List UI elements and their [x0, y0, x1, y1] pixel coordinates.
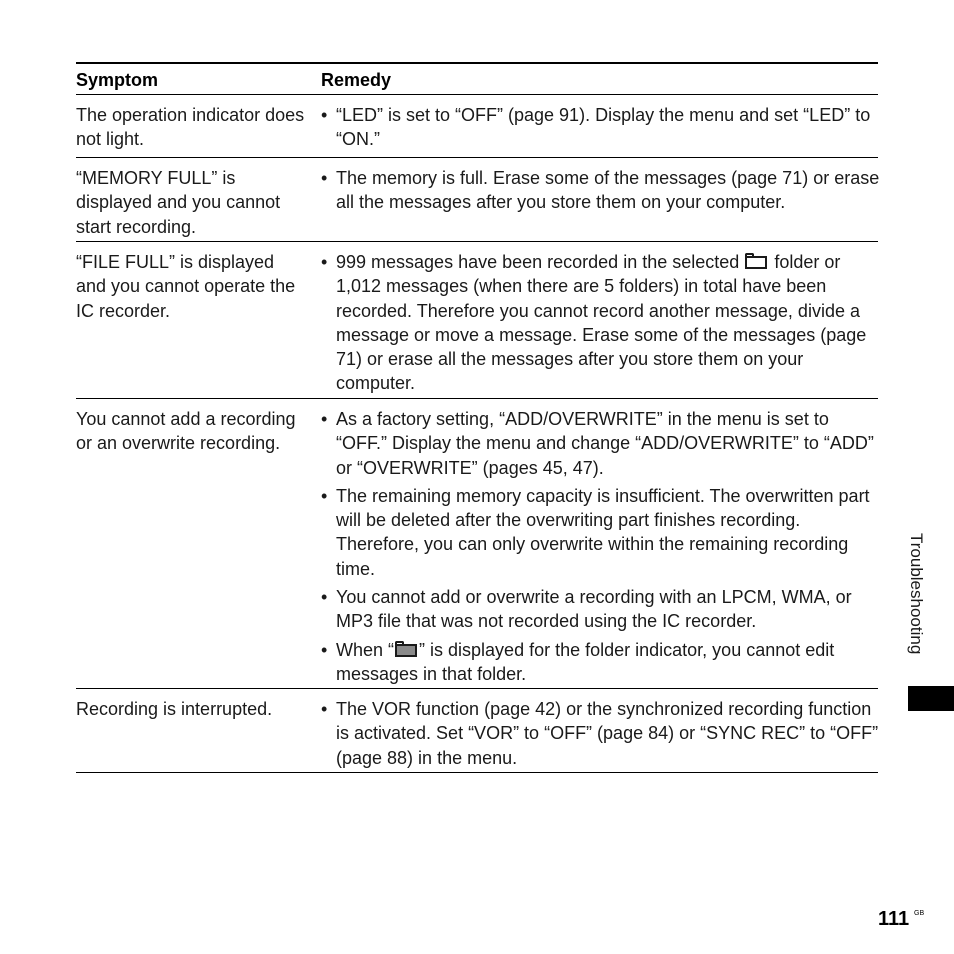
header-symptom: Symptom [76, 70, 159, 90]
table-row [76, 95, 878, 158]
remedy-cell [321, 166, 881, 215]
bullet: • [321, 105, 328, 125]
remedy-item [321, 166, 881, 215]
remedy-item [321, 585, 881, 634]
table-row [76, 399, 878, 689]
remedy-text-after: ” is displayed for the folder indicator, you cannot edit messages in that folder. [336, 639, 835, 684]
troubleshooting-table [76, 62, 878, 773]
remedy-text-after: folder or 1,012 messages (when there are 5 folders) in total have been recorded. Therefore you cannot record another message, divide a message or move a message. Erase some of the messages (page 71) or erase all the messages after you store them on your computer. [336, 252, 867, 394]
section-tab-text: Troubleshooting [907, 533, 926, 655]
header-remedy: Remedy [321, 70, 392, 90]
remedy-cell [321, 103, 881, 152]
table-row [76, 158, 878, 242]
table-row [76, 689, 878, 773]
remedy-item [321, 484, 881, 581]
remedy-text: As a factory setting, “ADD/OVERWRITE” in the menu is set to “OFF.” Display the menu and change “ADD/OVERWRITE” to “ADD” or “OVERWRITE” (pages 45, 47). [336, 409, 874, 478]
symptom-cell: The operation indicator does not light. [76, 105, 305, 150]
bullet: • [321, 699, 328, 719]
page-suffix: GB [914, 910, 925, 917]
remedy-cell [321, 407, 881, 686]
bullet: • [321, 639, 328, 660]
remedy-text-before: 999 messages have been recorded in the selected [336, 252, 740, 272]
remedy-text: You cannot add or overwrite a recording with an LPCM, WMA, or MP3 file that was not recorded using the IC recorder. [336, 587, 852, 632]
bullet: • [321, 168, 328, 188]
remedy-item [321, 407, 881, 480]
symptom-cell: “MEMORY FULL” is displayed and you cannot start recording. [76, 168, 281, 237]
page-number: 111 [878, 908, 910, 930]
remedy-item [321, 697, 881, 770]
symptom-cell: You cannot add a recording or an overwrite recording. [76, 409, 296, 454]
remedy-cell [321, 250, 881, 396]
table-row [76, 242, 878, 399]
section-tab-label [902, 533, 926, 683]
symptom-cell: Recording is interrupted. [76, 699, 273, 719]
table-header [76, 62, 878, 95]
locked-folder-icon [395, 641, 417, 657]
section-tab-marker [908, 686, 954, 711]
bullet: • [321, 252, 328, 272]
symptom-cell: “FILE FULL” is displayed and you cannot operate the IC recorder. [76, 252, 296, 321]
remedy-text: The memory is full. Erase some of the messages (page 71) or erase all the messages after you store them on your computer. [336, 168, 880, 213]
remedy-item [321, 638, 881, 687]
remedy-text: The remaining memory capacity is insufficient. The overwritten part will be deleted after the overwriting part finishes recording. Therefore, you can only overwrite within the remaining recording time. [336, 485, 870, 579]
remedy-item [321, 250, 881, 396]
remedy-item [321, 103, 881, 152]
folder-icon [745, 253, 767, 269]
remedy-text: “LED” is set to “OFF” (page 91). Display the menu and set “LED” to “ON.” [336, 105, 871, 150]
remedy-text-before: When “ [336, 639, 395, 660]
bullet: • [321, 409, 328, 429]
bullet: • [321, 485, 328, 506]
remedy-text: The VOR function (page 42) or the synchronized recording function is activated. Set “VOR” to “OFF” (page 84) or “SYNC REC” to “OFF” (page 88) in the menu. [336, 699, 879, 768]
remedy-cell [321, 697, 881, 770]
bullet: • [321, 587, 328, 608]
